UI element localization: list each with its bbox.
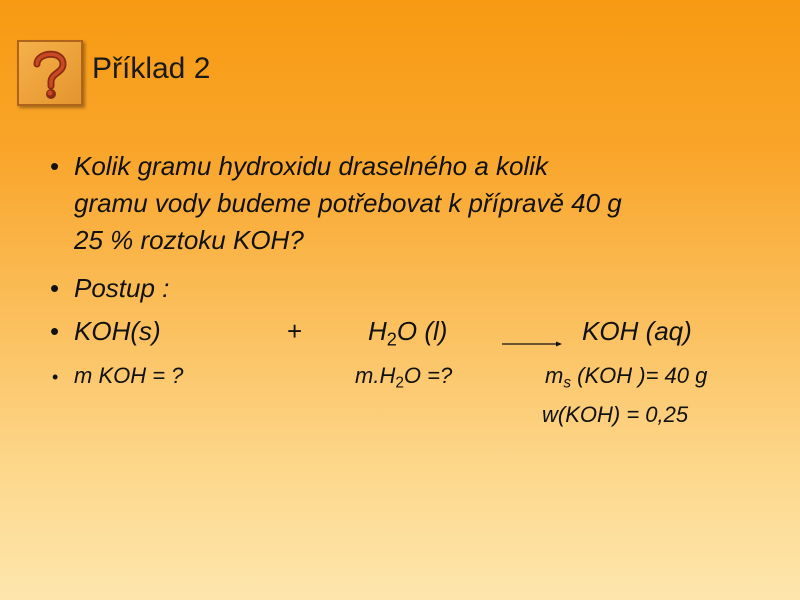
question-mark-icon — [17, 40, 83, 106]
equation-bullet: • — [50, 316, 60, 346]
given-m-water: $m.H_2O$ =? — [355, 363, 453, 392]
equation-reactant-1: KOH(s) — [74, 316, 161, 346]
given-mass-fraction: w(KOH) = 0,25 — [542, 402, 689, 427]
question-mark-glyph — [19, 42, 81, 104]
reaction-arrow-icon — [502, 340, 562, 348]
question-paragraph — [50, 148, 770, 259]
question-line-1: Kolik gramu hydroxidu draselného a kolik — [74, 151, 549, 181]
given-bullet: • — [52, 367, 59, 387]
question-line-3: 25 % roztoku KOH? — [74, 225, 304, 255]
equation-product: KOH (aq) — [582, 316, 692, 346]
given-ms-koh: $m_s$ (KOH )= 40 g — [545, 363, 708, 392]
procedure-item — [50, 270, 169, 307]
given-m-koh: m KOH = ? — [74, 363, 184, 388]
equation-reactant-2: $H_2O$ (l) — [368, 316, 448, 350]
bullet: • — [50, 273, 60, 303]
slide-title: Příklad 2 — [92, 52, 211, 85]
question-line-2: gramu vody budeme potřebovat k přípravě 40 g — [74, 188, 622, 218]
procedure-label: Postup : — [74, 273, 170, 303]
bullet: • — [50, 151, 60, 181]
equation-plus: + — [287, 316, 303, 346]
